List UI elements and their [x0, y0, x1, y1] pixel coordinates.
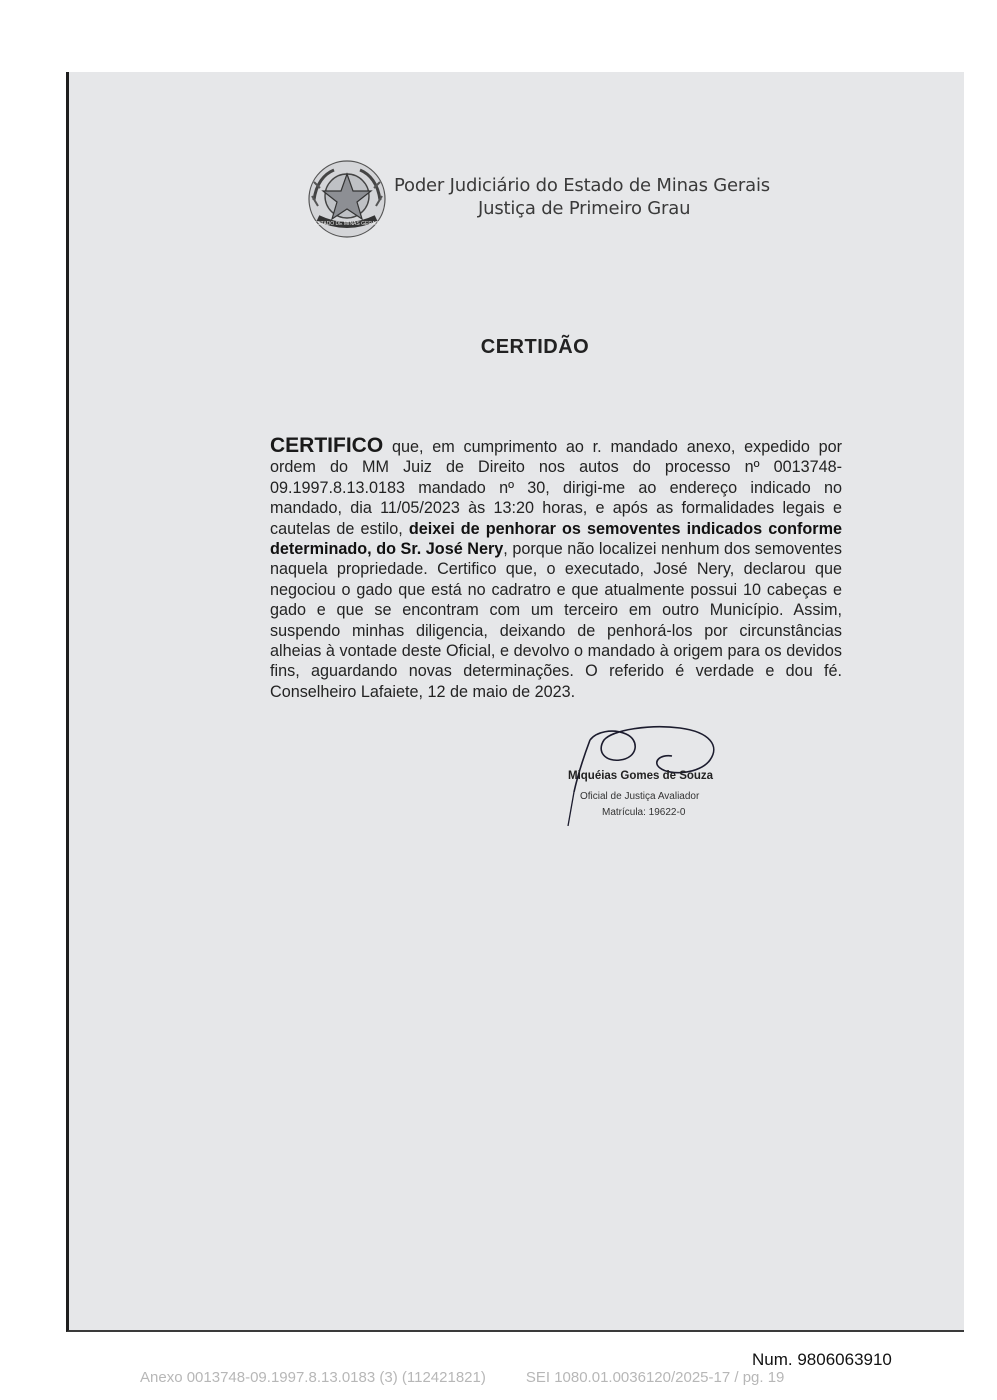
court-instance: Justiça de Primeiro Grau	[478, 198, 691, 219]
document-number: Num. 9806063910	[752, 1350, 892, 1369]
footer-annex: Anexo 0013748-09.1997.8.13.0183 (3) (112421821)	[140, 1369, 486, 1386]
signer-registration: Matrícula: 19622-0	[602, 807, 686, 818]
lead-word: CERTIFICO	[270, 434, 384, 457]
signer-role: Oficial de Justiça Avaliador	[580, 791, 700, 802]
document-title: CERTIDÃO	[480, 336, 590, 358]
footer-sei: SEI 1080.01.0036120/2025-17 / pg. 19	[525, 1369, 785, 1386]
body-bold-statement: deixei de penhorar os semoventes indicados conforme determinado, do Sr. José Nery	[270, 519, 843, 559]
seal-text: ESTADO DE MINAS GERAIS	[313, 221, 381, 227]
coat-of-arms-seal	[306, 158, 388, 240]
signer-name: Miquéias Gomes de Souza	[568, 770, 714, 782]
page-footer	[140, 1369, 940, 1386]
body-text-part2: , porque não localizei nenhum dos semoventes naquela propriedade. Certifico que, o executado, José Nery, declarou que negociou o gado que está no cadratro e que atualmente possui 10 cabeças e gado e que se encontram com um terceiro em outro Município. Assim, suspendo minhas diligencia, deixando de penhorá-los por circunstâncias alheias à vontade deste Oficial, e devolvo o mandado à origem para os devidos fins, aguardando novas determinações. O referido é verdade e dou fé. Conselheiro Lafaiete, 12 de maio de 2023.	[270, 540, 842, 701]
court-name: Poder Judiciário do Estado de Minas Gerais	[394, 175, 770, 196]
body-text-part1: que, em cumprimento ao r. mandado anexo, expedido por ordem do MM Juiz de Direito nos autos do processo nº 0013748-09.1997.8.13.0183 mandado nº 30, dirigi-me ao endereço indicado no mandado, dia 11/05/2023 às 13:20 horas, e após as formalidades legais e cautelas de estilo,	[270, 438, 842, 538]
certificate-body	[270, 436, 842, 702]
